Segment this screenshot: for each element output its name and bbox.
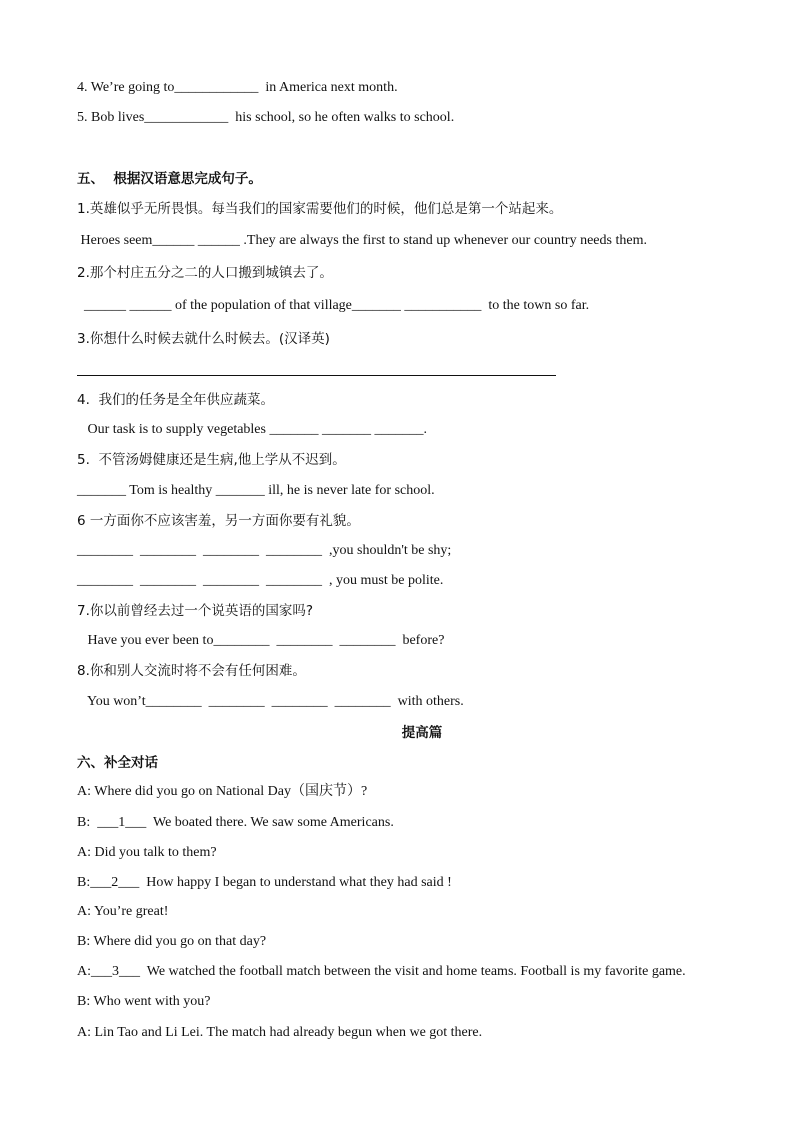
question-3-chinese: 3.你想什么时候去就什么时候去。(汉译英) bbox=[77, 331, 330, 347]
dialogue-line: A: Lin Tao and Li Lei. The match had already begun when we got there. bbox=[77, 1025, 483, 1040]
question-1-english: Heroes seem______ ______ .They are always the first to stand up whenever our country needs them. bbox=[77, 233, 647, 248]
dialogue-line: A:___3___ We watched the football match between the visit and home teams. Football is my favorite game. bbox=[77, 964, 686, 979]
dialogue-line: B: Who went with you? bbox=[77, 994, 211, 1009]
exercise-line-4-america: 4. We’re going to____________ in America next month. bbox=[77, 80, 398, 95]
dialogue-line: A: Did you talk to them? bbox=[77, 845, 217, 860]
question-6-english-b: ________ ________ ________ ________ , you must be polite. bbox=[77, 573, 444, 588]
question-6-chinese: 6 一方面你不应该害羞，另一方面你要有礼貌。 bbox=[77, 513, 360, 529]
question-5-english: _______ Tom is healthy _______ ill, he is never late for school. bbox=[77, 483, 435, 498]
question-8-chinese: 8.你和别人交流时将不会有任何困难。 bbox=[77, 663, 306, 679]
dialogue-line: B: Where did you go on that day? bbox=[77, 934, 267, 949]
section-six-heading: 六、补全对话 bbox=[77, 755, 158, 771]
question-8-english: You won’t________ ________ ________ ________ with others. bbox=[77, 694, 464, 709]
dialogue-line: B:___2___ How happy I began to understand what they had said ! bbox=[77, 875, 452, 890]
question-1-chinese: 1.英雄似乎无所畏惧。每当我们的国家需要他们的时候，他们总是第一个站起来。 bbox=[77, 201, 563, 217]
exercise-line-5-bob: 5. Bob lives____________ his school, so he often walks to school. bbox=[77, 110, 455, 125]
question-6-english-a: ________ ________ ________ ________ ,you shouldn't be shy; bbox=[77, 543, 452, 558]
question-7-english: Have you ever been to________ ________ ________ before? bbox=[77, 633, 445, 648]
question-7-chinese: 7.你以前曾经去过一个说英语的国家吗? bbox=[77, 603, 314, 619]
advanced-section-title: 提高篇 bbox=[401, 725, 443, 741]
question-4-chinese: 4. 我们的任务是全年供应蔬菜。 bbox=[77, 392, 274, 408]
question-4-english: Our task is to supply vegetables _______ _______ _______. bbox=[77, 422, 427, 437]
question-5-chinese: 5. 不管汤姆健康还是生病,他上学从不迟到。 bbox=[77, 452, 346, 468]
dialogue-line: A: You’re great! bbox=[77, 904, 169, 919]
section-five-heading: 五、 根据汉语意思完成句子。 bbox=[77, 171, 262, 187]
dialogue-line: A: Where did you go on National Day（国庆节）? bbox=[77, 784, 368, 799]
question-2-chinese: 2.那个村庄五分之二的人口搬到城镇去了。 bbox=[77, 265, 333, 281]
dialogue-line: B: ___1___ We boated there. We saw some Americans. bbox=[77, 815, 394, 830]
answer-line bbox=[77, 375, 556, 376]
question-2-english: ______ ______ of the population of that village_______ ___________ to the town so far. bbox=[77, 298, 590, 313]
